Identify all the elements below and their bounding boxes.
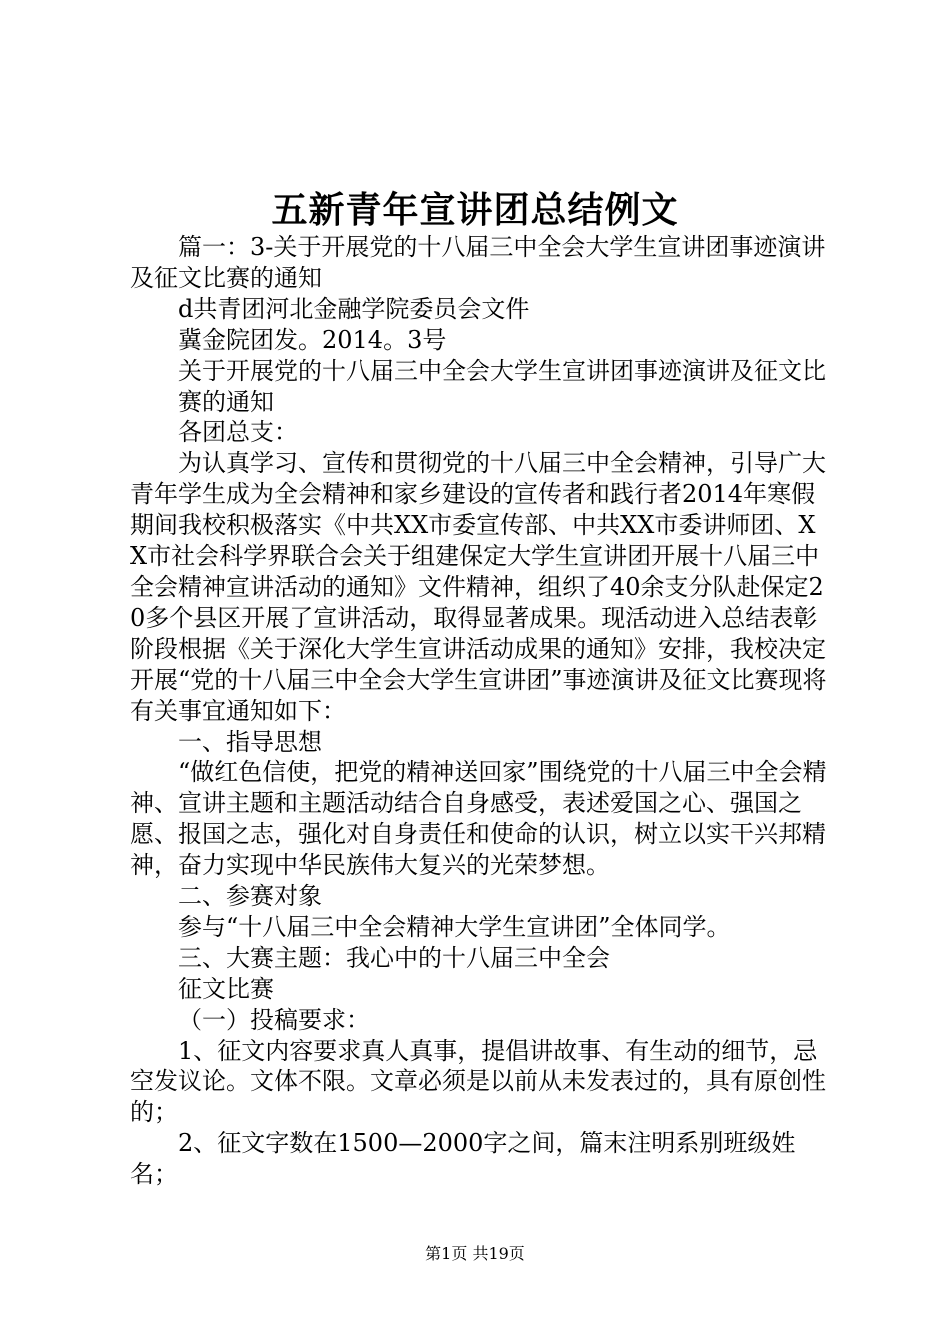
paragraph-intro: 篇一：3-关于开展党的十八届三中全会大学生宣讲团事迹演讲及征文比赛的通知 — [130, 233, 826, 292]
document-body — [130, 232, 830, 1190]
paragraph-participants: 参与“十八届三中全会精神大学生宣讲团”全体同学。 — [178, 912, 731, 941]
heading-guiding-ideology: 一、指导思想 — [178, 727, 322, 756]
paragraph-doc-number: 冀金院团发。2014。3号 — [178, 325, 447, 354]
paragraph-guiding-ideology: “做红色信使，把党的精神送回家”围绕党的十八届三中全会精神、宣讲主题和主题活动结合自身感受，表述爱国之心、强国之愿、报国之志，强化对自身责任和使命的认识，树立以实干兴邦精神，奋力实现中华民族伟大复兴的光荣梦想。 — [130, 758, 827, 880]
paragraph-salutation: 各团总支： — [178, 418, 298, 447]
paragraph-issuer: d共青团河北金融学院委员会文件 — [178, 294, 530, 323]
document-title: 五新青年宣讲团总结例文 — [271, 189, 679, 231]
heading-theme: 三、大赛主题：我心中的十八届三中全会 — [178, 943, 610, 972]
paragraph-requirement-2: 2、征文字数在1500—2000字之间，篇末注明系别班级姓名； — [130, 1129, 796, 1189]
heading-essay-contest: 征文比赛 — [178, 974, 274, 1003]
page-footer: 第1页 共19页 — [425, 1244, 525, 1263]
paragraph-notice-title: 关于开展党的十八届三中全会大学生宣讲团事迹演讲及征文比赛的通知 — [178, 356, 826, 416]
paragraph-requirement-1: 1、征文内容要求真人真事，提倡讲故事、有生动的细节，忌空发议论。文体不限。文章必须是以前从未发表过的，具有原创性的； — [130, 1036, 826, 1127]
paragraph-background: 为认真学习、宣传和贯彻党的十八届三中全会精神，引导广大青年学生成为全会精神和家乡建设的宣传者和践行者2014年寒假期间我校积极落实《中共XX市委宣传部、中共XX市委讲师团、XX市社会科学界联合会关于组建保定大学生宣讲团开展十八届三中全会精神宣讲活动的通知》文件精神，组织了40余支分队赴保定20多个县区开展了宣讲活动，取得显著成果。现活动进入总结表彰阶段根据《关于深化大学生宣讲活动成果的通知》安排，我校决定开展“党的十八届三中全会大学生宣讲团”事迹演讲及征文比赛现将有关事宜通知如下： — [130, 449, 827, 725]
heading-participants: 二、参赛对象 — [178, 882, 322, 911]
heading-submission-requirements: （一）投稿要求： — [178, 1005, 370, 1034]
